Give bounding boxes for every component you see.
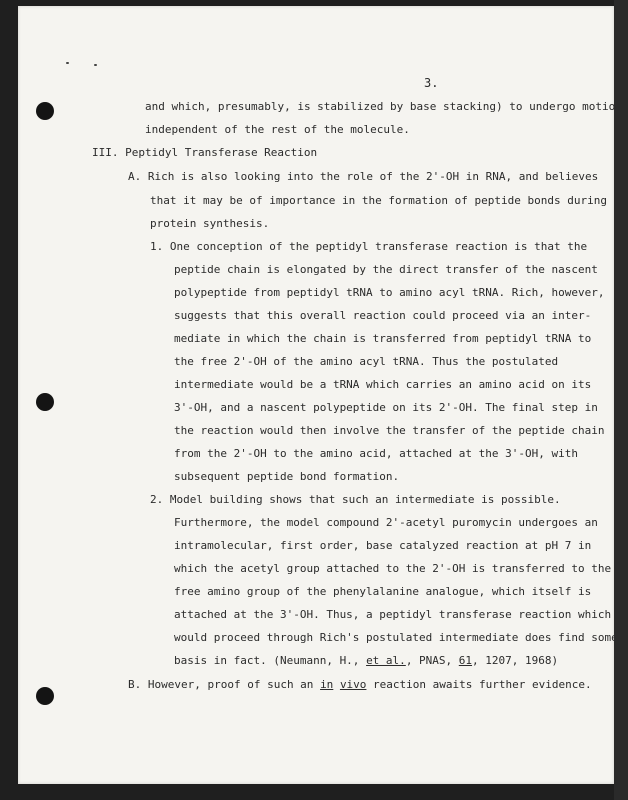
text-line: intermediate would be a tRNA which carries an amino acid on its	[174, 378, 592, 391]
text-line: which the acetyl group attached to the 2'-OH is transferred to the	[174, 562, 612, 575]
section-heading: III. Peptidyl Transferase Reaction	[92, 146, 318, 159]
text-line: attached at the 3'-OH. Thus, a peptidyl transferase reaction which	[174, 608, 612, 621]
page-edge-shadow	[614, 0, 628, 800]
final-space	[333, 678, 340, 691]
text-line: 2. Model building shows that such an intermediate is possible.	[150, 493, 561, 506]
citation-text: , 1207, 1968)	[472, 654, 559, 667]
text-line: from the 2'-OH to the amino acid, attached at the 3'-OH, with	[174, 447, 578, 460]
citation-text: , PNAS,	[405, 654, 459, 667]
text-line: intramolecular, first order, base catalyzed reaction at pH 7 in	[174, 539, 592, 552]
binder-hole-middle	[36, 393, 54, 411]
text-line: the reaction would then involve the transfer of the peptide chain	[174, 424, 605, 437]
text-line: polypeptide from peptidyl tRNA to amino acyl tRNA. Rich, however,	[174, 286, 605, 299]
text-line: peptide chain is elongated by the direct transfer of the nascent	[174, 263, 598, 276]
text-line: independent of the rest of the molecule.	[145, 123, 410, 136]
binder-hole-bottom	[36, 687, 54, 705]
text-line: that it may be of importance in the formation of peptide bonds during	[150, 194, 607, 207]
citation-et-al: et al.	[366, 654, 406, 667]
text-line: 3'-OH, and a nascent polypeptide on its 2'-OH. The final step in	[174, 401, 598, 414]
final-text: B. However, proof of such an	[128, 678, 321, 691]
citation-line	[174, 654, 558, 667]
text-line: 1. One conception of the peptidyl transferase reaction is that the	[150, 240, 588, 253]
text-line: the free 2'-OH of the amino acyl tRNA. Thus the postulated	[174, 355, 559, 368]
final-line	[128, 678, 592, 691]
text-line: Furthermore, the model compound 2'-acetyl puromycin undergoes an	[174, 516, 598, 529]
text-line: would proceed through Rich's postulated intermediate does find some	[174, 631, 618, 644]
page-number: 3.	[424, 76, 439, 90]
final-vivo: vivo	[339, 678, 367, 691]
text-line: free amino group of the phenylalanine analogue, which itself is	[174, 585, 592, 598]
text-line: suggests that this overall reaction could proceed via an inter-	[174, 309, 592, 322]
citation-text: basis in fact. (Neumann, H.,	[174, 654, 367, 667]
text-line: mediate in which the chain is transferred from peptidyl tRNA to	[174, 332, 592, 345]
paper-speck	[94, 64, 97, 66]
paper-speck	[66, 62, 69, 64]
binder-hole-top	[36, 102, 54, 120]
text-line: and which, presumably, is stabilized by base stacking) to undergo motion	[145, 100, 622, 113]
text-line: protein synthesis.	[150, 217, 270, 230]
text-line: subsequent peptide bond formation.	[174, 470, 400, 483]
text-line: A. Rich is also looking into the role of the 2'-OH in RNA, and believes	[128, 170, 599, 183]
final-text: reaction awaits further evidence.	[366, 678, 592, 691]
citation-volume: 61	[458, 654, 473, 667]
final-in: in	[320, 678, 334, 691]
